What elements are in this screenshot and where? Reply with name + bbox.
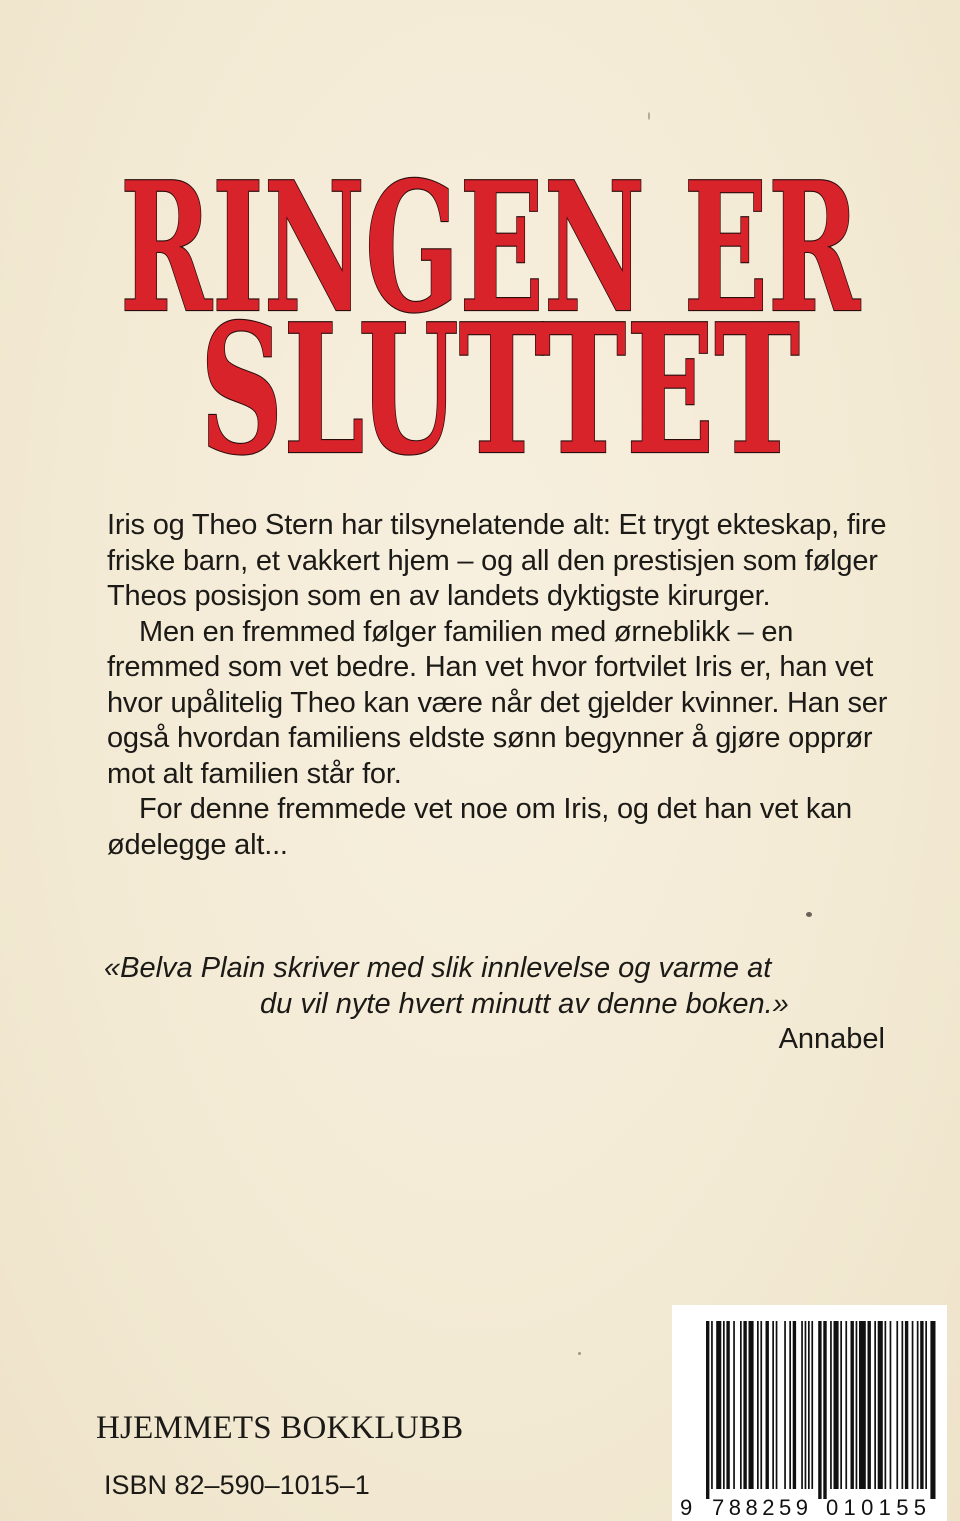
barcode-bar [868,1321,871,1489]
barcode [672,1305,947,1521]
quote-attribution: Annabel [778,1023,885,1055]
barcode-bar [874,1321,876,1489]
barcode-bar [920,1321,923,1489]
barcode-bar [912,1321,914,1489]
barcode-bar [930,1321,935,1499]
barcode-bar [805,1321,807,1489]
blurb-paragraph-3: For denne fremmede vet noe om Iris, og det han vet kan ødelegge alt... [107,793,852,861]
barcode-bar [905,1321,908,1489]
print-speck [648,112,650,120]
barcode-right-digits: 010155 [826,1495,926,1520]
barcode-bar [896,1321,898,1489]
barcode-bars [706,1321,936,1499]
publisher-name: HJEMMETS BOKKLUBB [96,1410,464,1446]
barcode-bar [760,1321,762,1489]
barcode-bar [784,1321,786,1489]
barcode-bar [716,1321,721,1489]
barcode-bar [793,1321,796,1489]
barcode-bar [823,1321,826,1499]
barcode-bar [845,1321,847,1489]
barcode-graphic [672,1305,947,1521]
barcode-bar [830,1321,832,1489]
barcode-bar [766,1321,769,1489]
barcode-bar [818,1321,821,1499]
barcode-bar [740,1321,742,1489]
title-graphic [110,130,870,460]
barcode-bar [902,1321,904,1489]
barcode-left-digits: 788259 [712,1495,808,1520]
barcode-bar [885,1321,887,1489]
barcode-bar [856,1321,858,1489]
barcode-first-digit: 9 [680,1495,693,1520]
barcode-bar [840,1321,842,1489]
barcode-bar [711,1321,713,1489]
title-line-1: RINGEN ER [120,143,861,352]
blurb-text [107,508,897,863]
barcode-bar [757,1321,759,1489]
barcode-bar [859,1321,866,1489]
barcode-bar [851,1321,854,1489]
barcode-bar [776,1321,778,1489]
barcode-bar [808,1321,810,1489]
barcode-bar [789,1321,791,1489]
barcode-bar [733,1321,735,1489]
book-title [110,130,870,460]
barcode-bar [917,1321,919,1489]
barcode-bar [925,1321,927,1489]
print-speck [578,1352,581,1355]
title-line-2: SLUTTET [200,285,800,460]
barcode-bar [723,1321,725,1489]
barcode-bar [811,1321,813,1489]
barcode-bar [743,1321,746,1489]
print-speck [806,912,812,917]
barcode-bar [878,1321,883,1489]
barcode-bar [706,1321,709,1499]
blurb-paragraph-1: Iris og Theo Stern har tilsynelatende alt: Et trygt ekteskap, fire friske barn, et vakkert hjem – og all den prestisjen som følger Theos posisjon som en av landets dyktigste kirurger. [107,509,887,612]
barcode-bar [749,1321,754,1489]
barcode-bar [801,1321,803,1489]
isbn-number: ISBN 82–590–1015–1 [104,1470,370,1500]
quote-line-1: «Belva Plain skriver med slik innlevelse og varme at [104,952,772,984]
barcode-bar [890,1321,892,1489]
review-quote [100,950,888,1022]
blurb-paragraph-2: Men en fremmed følger familien med ørneblikk – en fremmed som vet bedre. Han vet hvor fortvilet Iris er, han vet hvor upålitelig Theo kan være når det gjelder kvinner. Han ser også hvordan familiens eldste sønn begynner å gjøre opprør mot alt familien står for. [107,615,888,790]
barcode-bar [834,1321,839,1489]
barcode-bar [772,1321,774,1489]
barcode-bar [726,1321,729,1489]
quote-line-2: du vil nyte hvert minutt av denne boken.» [260,988,789,1020]
